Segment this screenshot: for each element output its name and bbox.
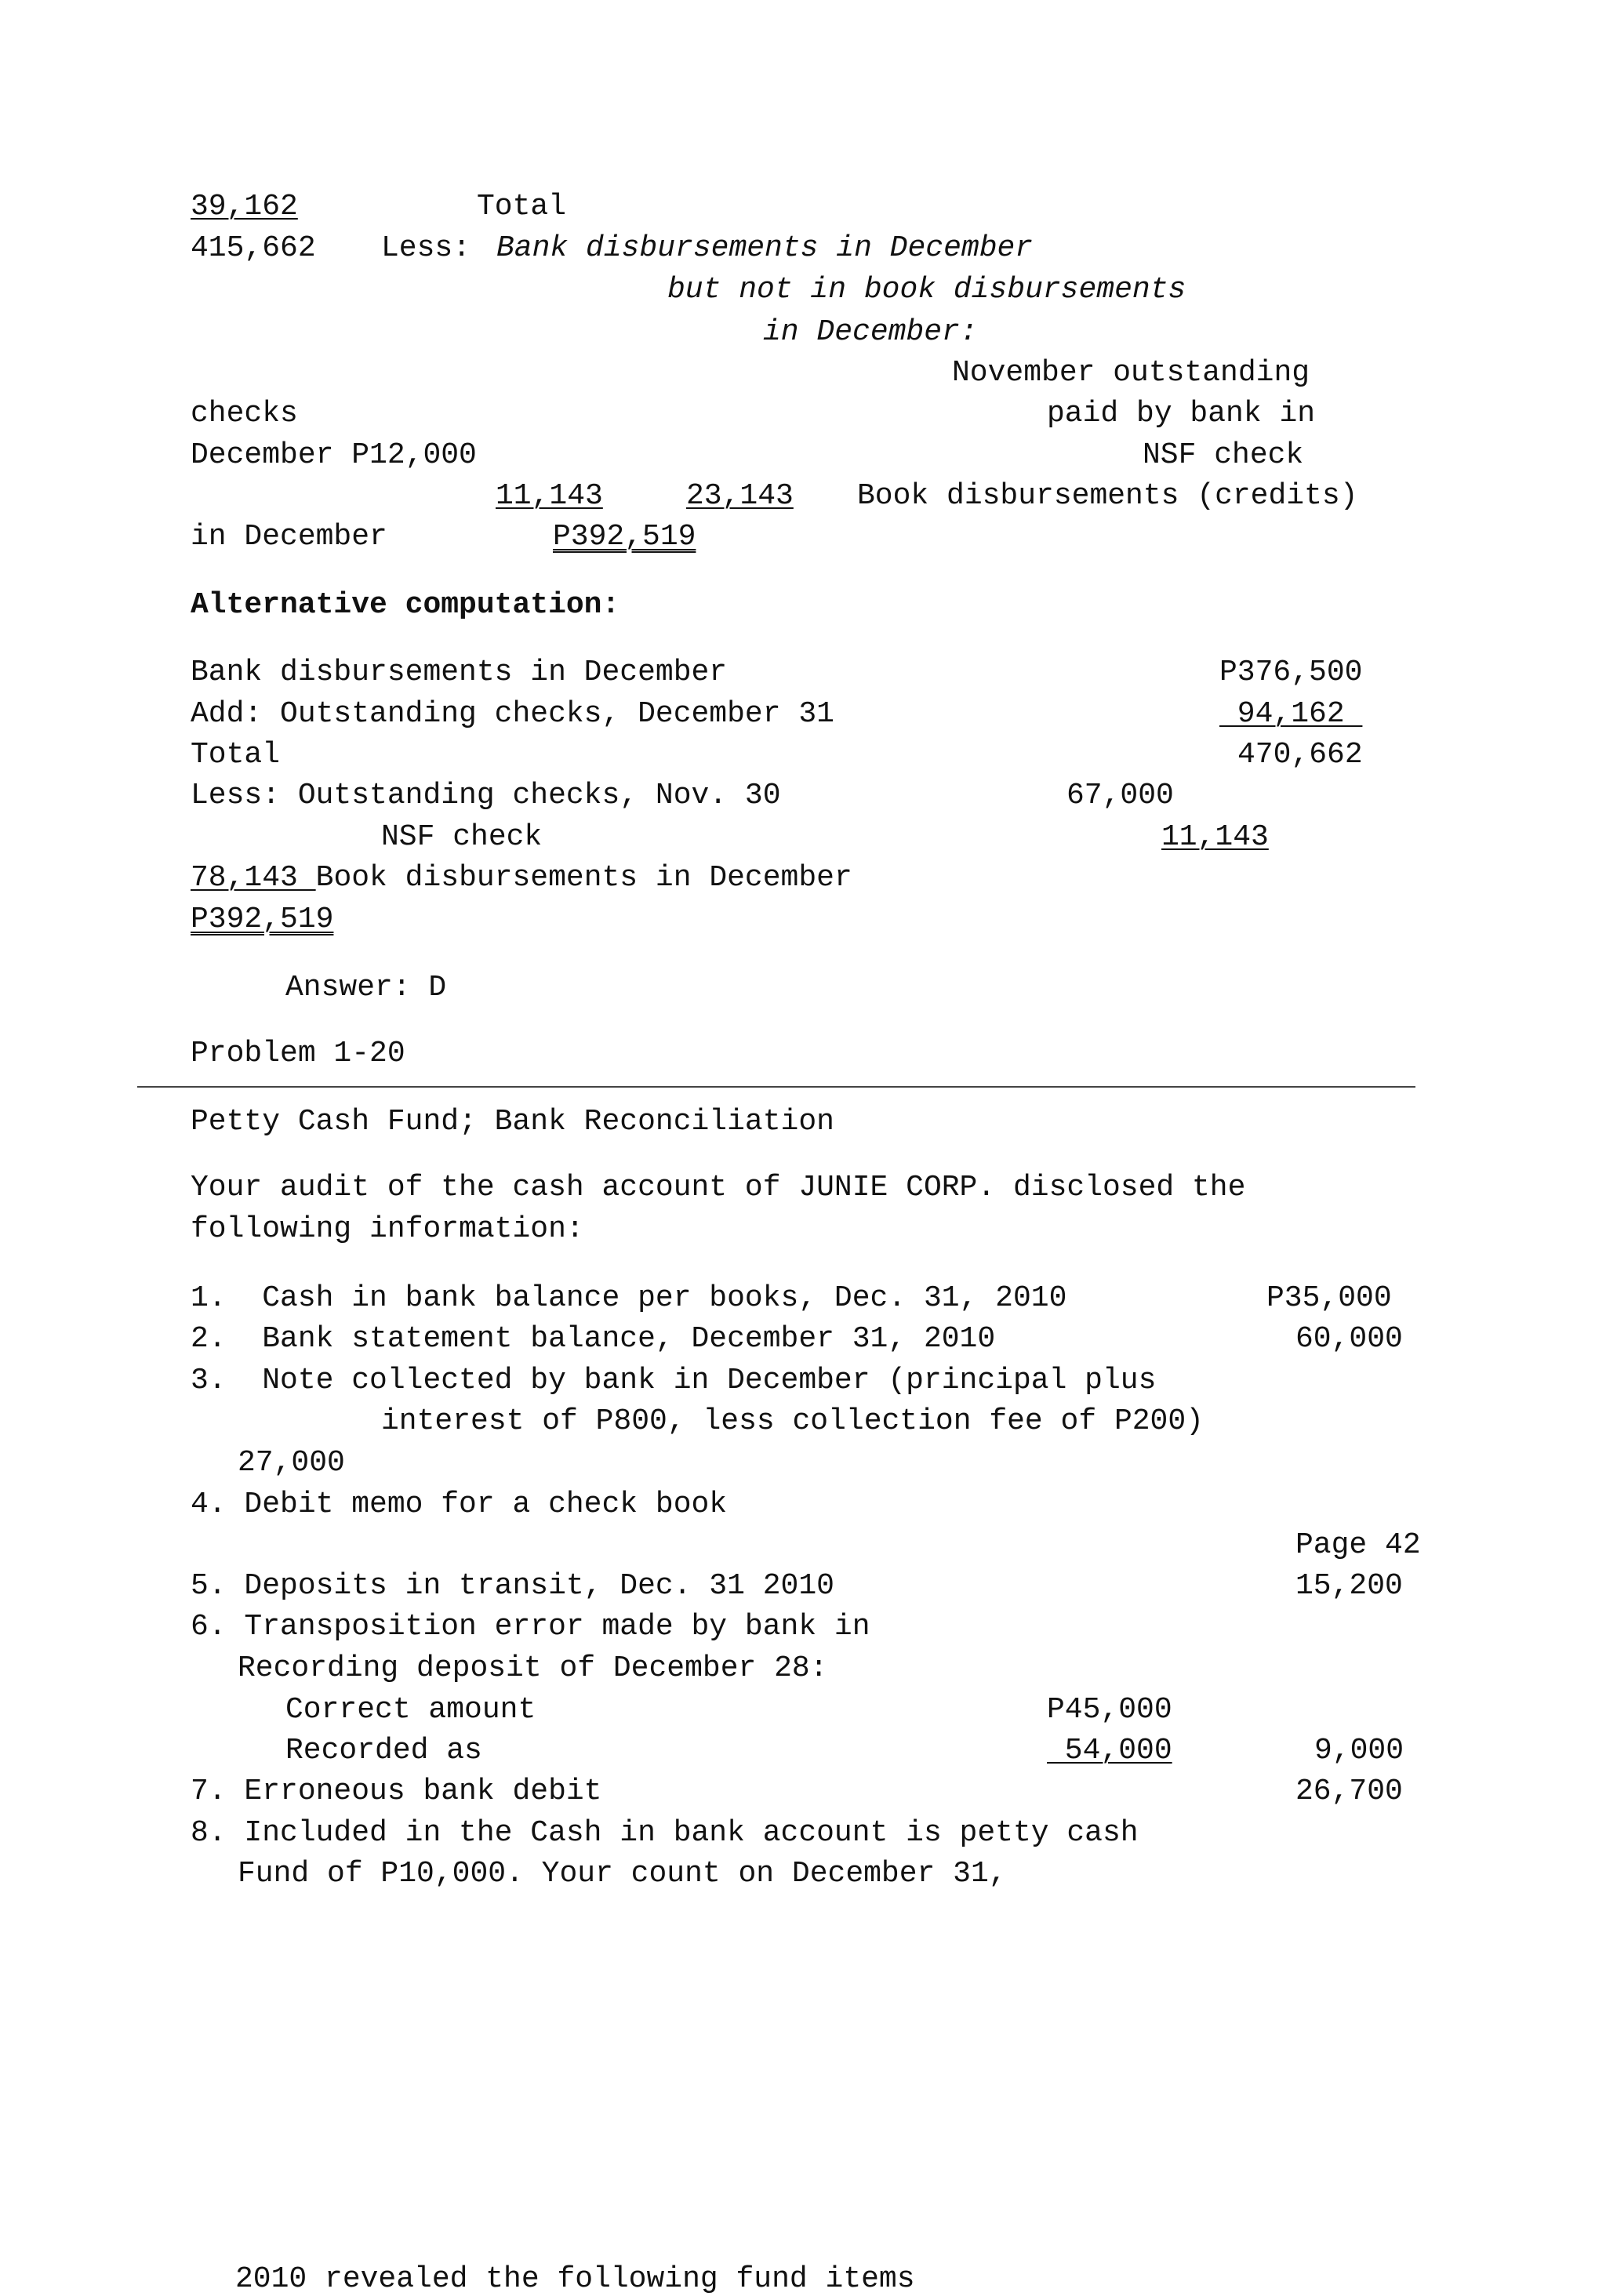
problem-number: Problem 1-20 — [191, 1037, 405, 1070]
label-in-december: in December: — [763, 315, 978, 349]
cutoff-text-container — [235, 2262, 1019, 2296]
alt-amount-67000: 67,000 — [1066, 779, 1174, 812]
item-7-amount: 26,700 — [1295, 1775, 1403, 1808]
alt-label-add-outstanding: Add: Outstanding checks, December 31 — [191, 697, 834, 731]
label-december-p12000: December P12,000 — [191, 438, 477, 472]
item-6-recorded-amount: 54,000 — [1047, 1734, 1172, 1767]
item-3-continued: interest of P800, less collection fee of P200) — [381, 1404, 1204, 1438]
item-6: 6. Transposition error made by bank in — [191, 1610, 870, 1644]
label-not-in-book: but not in book disbursements — [667, 273, 1186, 307]
label-total: Total — [477, 190, 567, 223]
item-6-amount: 9,000 — [1314, 1734, 1404, 1767]
alt-amount-470662: 470,662 — [1237, 738, 1363, 772]
item-6-correct-amount: P45,000 — [1047, 1693, 1172, 1727]
alt-label-bank-disbursements: Bank disbursements in December — [191, 656, 728, 689]
item-1: 1. Cash in bank balance per books, Dec. 31, 2010 — [191, 1281, 1067, 1315]
item-5-amount: 15,200 — [1295, 1569, 1403, 1603]
label-november-outstanding: November outstanding — [952, 356, 1310, 390]
alt-amount-11143: 11,143 — [1161, 820, 1269, 854]
amount-415662: 415,662 — [191, 231, 316, 265]
item-2: 2. Bank statement balance, December 31, 2010 — [191, 1322, 996, 1356]
alt-label-nsf-check: NSF check — [381, 820, 543, 854]
problem-title: Petty Cash Fund; Bank Reconciliation — [191, 1105, 834, 1139]
answer-text: Answer: D — [285, 971, 447, 1004]
amount-nsf-11143: 11,143 — [496, 479, 603, 513]
item-6-recorded-as-label: Recorded as — [285, 1734, 482, 1767]
alt-label-book-disbursements: Book disbursements in December — [315, 861, 852, 895]
item-5: 5. Deposits in transit, Dec. 31 2010 — [191, 1569, 834, 1603]
intro-line-1: Your audit of the cash account of JUNIE CORP. disclosed the — [191, 1171, 1246, 1204]
section-divider — [137, 1086, 1415, 1088]
alt-label-total: Total — [191, 738, 281, 772]
alt-label-less-outstanding: Less: Outstanding checks, Nov. 30 — [191, 779, 781, 812]
alt-amount-94162: 94,162 — [1219, 697, 1363, 731]
heading-alternative-computation: Alternative computation: — [191, 588, 620, 622]
label-in-december-2: in December — [191, 520, 387, 554]
label-bank-disbursements: Bank disbursements in December — [496, 231, 1034, 265]
alt-amount-376500: P376,500 — [1219, 656, 1363, 689]
item-2-amount: 60,000 — [1295, 1322, 1403, 1356]
item-7: 7. Erroneous bank debit — [191, 1775, 602, 1808]
label-nsf-check: NSF check — [1143, 438, 1304, 472]
amount-23143: 23,143 — [686, 479, 794, 513]
intro-line-2: following information: — [191, 1212, 584, 1246]
item-4: 4. Debit memo for a check book — [191, 1488, 728, 1521]
item-6-continued: Recording deposit of December 28: — [238, 1651, 828, 1685]
label-checks: checks — [191, 397, 298, 430]
item-8: 8. Included in the Cash in bank account is petty cash — [191, 1816, 1139, 1850]
page-number: Page 42 — [1295, 1528, 1421, 1562]
item-8-continued: Fund of P10,000. Your count on December 31, — [238, 1857, 1007, 1891]
label-less: Less: — [381, 231, 471, 265]
alt-amount-p392519: P392,519 — [191, 903, 334, 936]
label-book-disbursements-credits: Book disbursements (credits) — [857, 479, 1358, 513]
amount-p392519: P392,519 — [553, 520, 696, 554]
item-3: 3. Note collected by bank in December (principal plus — [191, 1364, 1157, 1397]
label-paid-by-bank: paid by bank in — [1047, 397, 1316, 430]
item-6-correct-amount-label: Correct amount — [285, 1693, 536, 1727]
alt-row-book-disbursements — [191, 863, 852, 893]
item-3-amount: 27,000 — [238, 1446, 345, 1480]
cutoff-text: 2010 revealed the following fund items — [235, 2262, 915, 2296]
alt-amount-78143: 78,143 — [191, 861, 316, 895]
item-1-amount: P35,000 — [1266, 1281, 1392, 1315]
amount-total-top: 39,162 — [191, 190, 298, 223]
